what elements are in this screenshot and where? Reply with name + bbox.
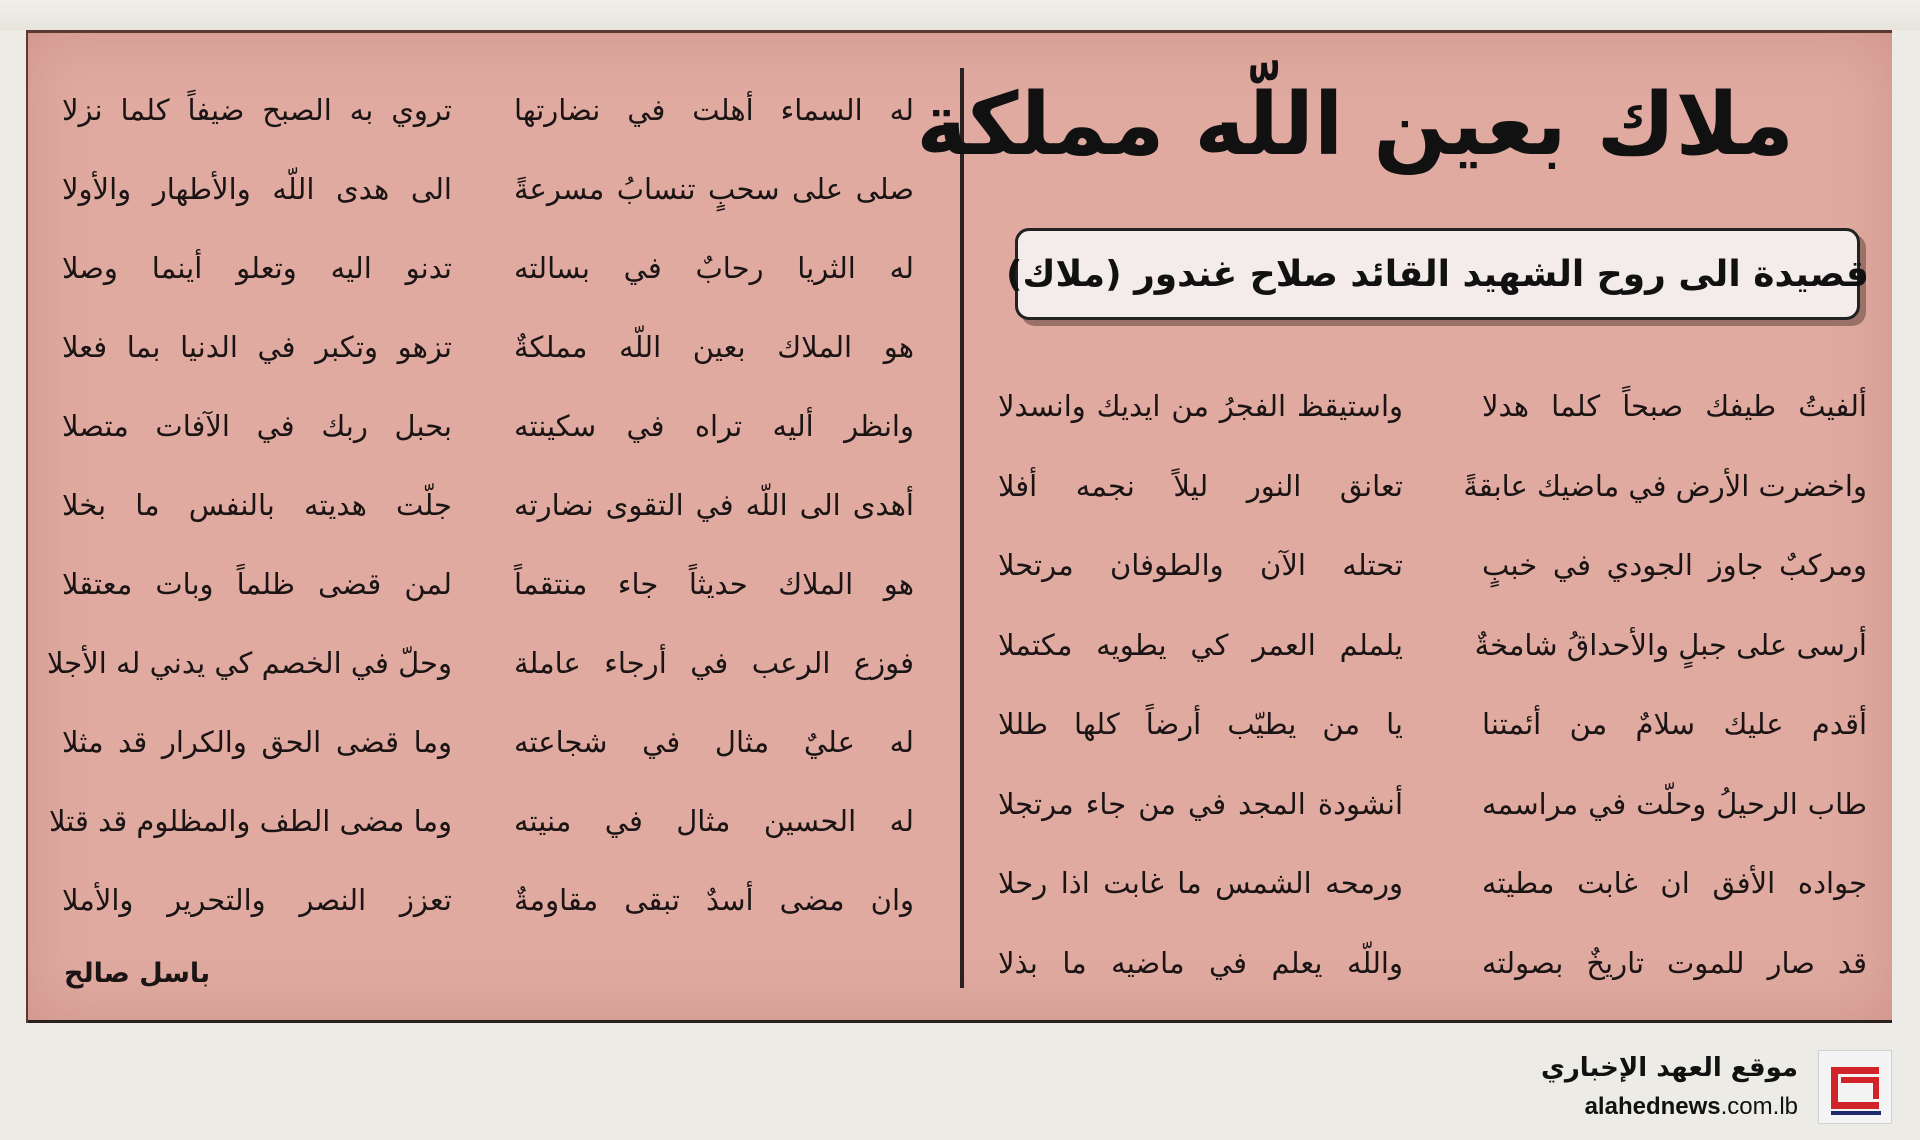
verse-first-hemistich: وانظر أليه تراه في سكينته [514, 409, 914, 443]
verse-first-hemistich: هو الملاك بعين اللّه مملكةٌ [514, 330, 914, 364]
site-url-tld: .com.lb [1720, 1093, 1798, 1120]
site-url-domain: alahednews [1584, 1093, 1721, 1120]
verse-second-hemistich: وما مضى الطف والمظلوم قد قتلا [48, 804, 452, 838]
verse-first-hemistich: له عليٌ مثال في شجاعته [514, 725, 914, 759]
verse-first-hemistich: جواده الأفق ان غابت مطيته [1482, 866, 1867, 900]
verse-second-hemistich: يلملم العمر كي يطويه مكتملا [998, 627, 1403, 662]
verse-first-hemistich: له السماء أهلت في نضارتها [514, 93, 914, 127]
subtitle-box [1006, 228, 1869, 320]
verse-first-hemistich: أهدى الى اللّه في التقوى نضارته [514, 488, 914, 522]
verse-second-hemistich: تحتله الآن والطوفان مرتحلا [998, 548, 1403, 582]
verse-second-hemistich: بحبل ربك في الآفات متصلا [62, 409, 452, 443]
verse-first-hemistich: أقدم عليك سلامٌ من أئمتنا [1482, 707, 1867, 741]
site-url[interactable] [1585, 1093, 1798, 1121]
verse-second-hemistich: أنشودة المجد في من جاء مرتجلا [998, 786, 1403, 821]
footer-bar [0, 1030, 1920, 1140]
verse-second-hemistich: لمن قضى ظلماً وبات معتقلا [62, 567, 452, 601]
verse-second-hemistich: يا من يطيّب أرضاً كلها طللا [998, 707, 1403, 741]
verse-second-hemistich: جلّت هديته بالنفس ما بخلا [62, 488, 452, 522]
verse-second-hemistich: ورمحه الشمس ما غابت اذا رحلا [998, 866, 1403, 900]
clipping-edge [26, 30, 28, 1023]
verse-first-hemistich: وان مضى أسدٌ تبقى مقاومةٌ [514, 883, 914, 917]
verse-second-hemistich: تروي به الصبح ضيفاً كلما نزلا [62, 93, 452, 127]
verse-first-hemistich: صلى على سحبٍ تنسابُ مسرعةً [514, 172, 914, 206]
article-title: ملاك بعين اللّه مملكة [916, 75, 1794, 175]
logo-inner-icon [1841, 1077, 1879, 1099]
verse-first-hemistich: فوزع الرعب في أرجاء عاملة [514, 646, 914, 680]
article-subtitle: قصيدة الى روح الشهيد القائد صلاح غندور (ملاك) [1006, 253, 1869, 295]
verse-second-hemistich: واستيقظ الفجرُ من ايديك وانسدلا [998, 389, 1403, 423]
author-name: باسل صالح [64, 958, 211, 989]
logo-base-icon [1831, 1111, 1881, 1115]
alahed-logo[interactable] [1818, 1050, 1892, 1124]
verse-second-hemistich: تعزز النصر والتحرير والأملا [62, 883, 452, 917]
verse-second-hemistich: وحلّ في الخصم كي يدني له الأجلا [46, 646, 452, 680]
column-divider [960, 68, 964, 988]
scan-background [0, 0, 1920, 30]
verse-first-hemistich: له الحسين مثال في منيته [514, 804, 914, 838]
site-name: موقع العهد الإخباري [1540, 1053, 1798, 1083]
verse-first-hemistich: طاب الرحيلُ وحلّت في مراسمه [1482, 786, 1867, 821]
verse-first-hemistich: هو الملاك حديثاً جاء منتقماً [514, 567, 914, 601]
verse-first-hemistich: ومركبٌ جاوز الجودي في خببٍ [1482, 548, 1867, 582]
verse-first-hemistich: قد صار للموت تاريخٌ بصولته [1482, 945, 1867, 980]
verse-second-hemistich: تزهو وتكبر في الدنيا بما فعلا [62, 330, 452, 364]
verse-second-hemistich: وما قضى الحق والكرار قد مثلا [62, 725, 452, 759]
verse-second-hemistich: واللّه يعلم في ماضيه ما بذلا [998, 945, 1403, 980]
verse-first-hemistich: واخضرت الأرض في ماضيك عابقةً [1463, 468, 1867, 503]
verse-second-hemistich: تدنو اليه وتعلو أينما وصلا [62, 251, 452, 285]
verse-first-hemistich: أرسى على جبلٍ والأحداقُ شامخةٌ [1474, 627, 1867, 662]
verse-first-hemistich: له الثريا رحابٌ في بسالته [514, 251, 914, 285]
verse-second-hemistich: الى هدى اللّه والأطهار والأولا [62, 172, 452, 206]
verse-second-hemistich: تعانق النور ليلاً نجمه أفلا [998, 468, 1403, 503]
verse-first-hemistich: ألفيتُ طيفك صبحاً كلما هدلا [1482, 389, 1867, 423]
